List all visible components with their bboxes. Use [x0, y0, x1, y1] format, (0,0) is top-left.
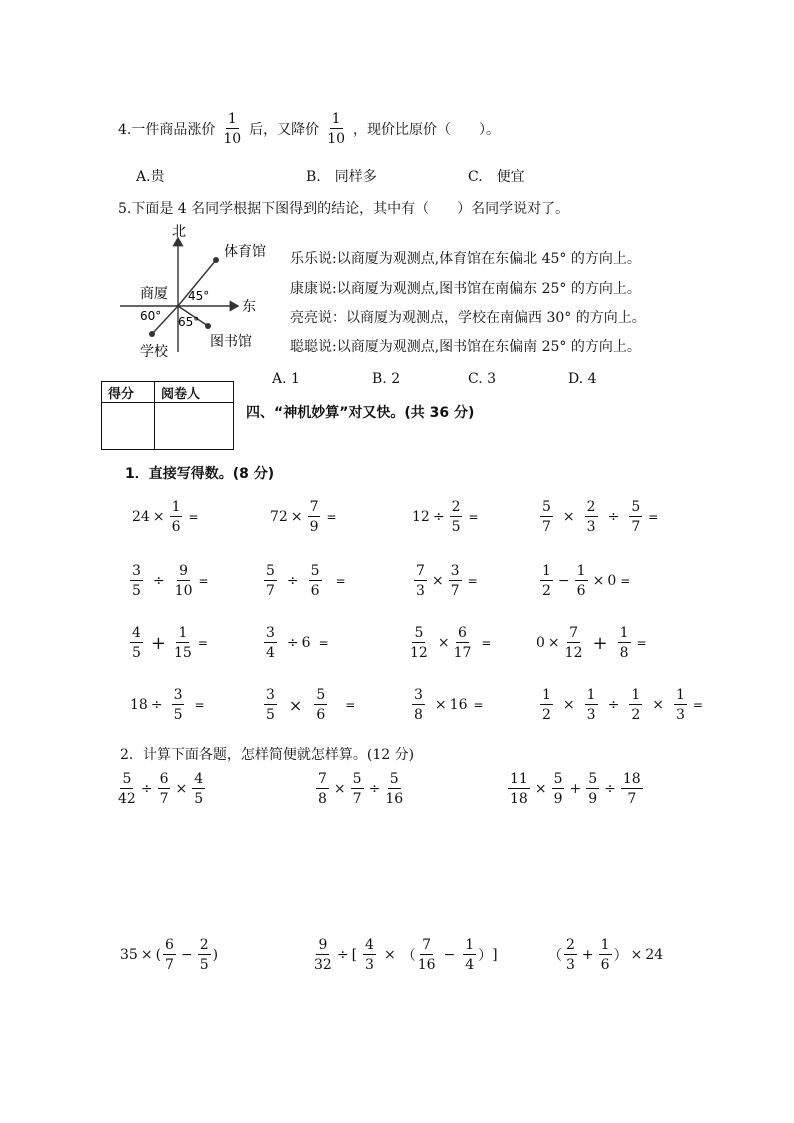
numerator: 4	[365, 937, 374, 953]
denominator: 2	[631, 707, 641, 723]
fraction	[223, 112, 241, 146]
right-paren: ）	[478, 948, 493, 964]
denominator: 8	[318, 791, 327, 807]
calc-expression	[132, 500, 199, 534]
numerator: 1	[542, 687, 551, 703]
statement-liangliang: 亮亮说：以商厦为观测点，学校在南偏西 30° 的方向上。	[290, 310, 646, 326]
score-box	[101, 381, 234, 450]
number: 35	[120, 947, 138, 963]
fraction	[540, 688, 553, 722]
denominator: 2	[542, 707, 551, 723]
numerator: 2	[586, 499, 596, 515]
numerator: 1	[227, 111, 237, 127]
denominator: 7	[627, 791, 637, 807]
direction-diagram	[112, 222, 284, 360]
fraction	[385, 772, 403, 806]
denominator: 7	[165, 957, 174, 973]
fraction	[674, 688, 687, 722]
numerator: 6	[165, 937, 174, 953]
minus-sign: −	[557, 573, 570, 589]
denominator: 7	[631, 519, 641, 535]
numerator: 6	[458, 625, 467, 641]
times-sign: ×	[562, 697, 575, 713]
denominator: 3	[675, 707, 685, 723]
numerator: 3	[173, 687, 183, 703]
number: 12	[412, 509, 430, 525]
q4-suffix: ，现价比原价（ ）。	[353, 122, 501, 138]
fraction	[308, 500, 321, 534]
angle-45-label: 45°	[188, 289, 210, 303]
calc-expression	[408, 626, 491, 660]
denominator: 10	[174, 583, 193, 599]
calc-expression	[130, 688, 205, 722]
fraction	[363, 938, 376, 972]
minus-sign: −	[180, 947, 193, 963]
numerator: 5	[352, 771, 362, 787]
number: 72	[270, 509, 288, 525]
denominator: 3	[586, 707, 596, 723]
numerator: 3	[132, 563, 141, 579]
denominator: 5	[266, 707, 275, 723]
denominator: 18	[510, 791, 528, 807]
numerator: 4	[194, 771, 204, 787]
library-point	[205, 323, 211, 329]
denominator: 12	[564, 645, 583, 661]
times-sign: ×	[383, 947, 396, 963]
numerator: 5	[316, 687, 326, 703]
calc-expression	[412, 564, 478, 598]
numerator: 2	[451, 499, 461, 515]
denominator: 4	[465, 957, 475, 973]
school-label: 学校	[140, 344, 168, 360]
numerator: 5	[553, 771, 563, 787]
denominator: 7	[352, 791, 362, 807]
fraction	[540, 500, 553, 534]
numerator: 18	[622, 771, 641, 787]
fraction	[575, 564, 588, 598]
fraction	[585, 688, 598, 722]
left-paren: （	[548, 948, 562, 964]
calc-expression	[538, 688, 703, 722]
numerator: 3	[450, 563, 460, 579]
fraction	[454, 626, 472, 660]
denominator: 16	[417, 957, 436, 973]
number: 6	[301, 635, 311, 651]
denominator: 7	[159, 791, 169, 807]
equals-sign: =	[318, 636, 329, 650]
score-cell[interactable]	[102, 403, 155, 450]
part-1-title: 1．直接写得数。(8 分)	[125, 466, 275, 482]
fraction	[130, 564, 143, 598]
denominator: 6	[576, 583, 586, 599]
fraction	[552, 772, 565, 806]
calc-expression	[412, 500, 479, 534]
numerator: 3	[266, 625, 275, 641]
calc-expression	[128, 626, 208, 660]
times-sign: ×	[630, 947, 643, 963]
calc-expression	[410, 688, 484, 722]
fraction	[264, 626, 277, 660]
denominator: 7	[450, 583, 460, 599]
q4-mid: 后，又降价	[249, 122, 320, 138]
fraction	[118, 772, 136, 806]
numerator: 7	[422, 937, 432, 953]
denominator: 5	[194, 791, 204, 807]
times-sign: ×	[152, 509, 165, 525]
east-label: 东	[242, 299, 256, 315]
denominator: 12	[410, 645, 428, 661]
numerator: 3	[414, 687, 423, 703]
divide-sign: ÷	[607, 697, 620, 713]
direction-diagram-svg	[112, 222, 284, 360]
simplify-expression	[506, 772, 645, 806]
denominator: 7	[542, 519, 551, 535]
equals-sign: =	[692, 698, 703, 712]
times-sign: ×	[290, 509, 303, 525]
calc-expression	[270, 500, 337, 534]
statement-lele: 乐乐说:以商厦为观测点,体育馆在东偏北 45° 的方向上。	[290, 251, 641, 267]
right-bracket: ]	[492, 947, 498, 963]
denominator: 5	[173, 707, 183, 723]
q5-option-c[interactable]: C. 3	[468, 371, 497, 387]
times-sign: ×	[140, 947, 153, 963]
gym-point	[213, 257, 219, 263]
numerator: 7	[416, 563, 425, 579]
denominator: 5	[132, 645, 141, 661]
fraction	[629, 688, 642, 722]
denominator: 42	[118, 791, 136, 807]
left-paren: (	[155, 947, 162, 963]
number: 24	[132, 509, 150, 525]
numerator: 7	[318, 771, 327, 787]
numerator: 5	[266, 563, 275, 579]
equals-sign: =	[335, 574, 346, 588]
fraction	[170, 500, 183, 534]
denominator: 6	[171, 519, 181, 535]
q4-prefix: 4.一件商品涨价	[118, 122, 216, 138]
fraction	[327, 112, 345, 146]
divide-sign: ÷	[150, 697, 163, 713]
calc-expression	[538, 564, 630, 598]
divide-sign: ÷	[432, 509, 445, 525]
q4-option-b[interactable]: B. 同样多	[306, 169, 377, 185]
numerator: 1	[542, 563, 551, 579]
q4-option-c[interactable]: C. 便宜	[468, 169, 525, 185]
numerator: 5	[310, 563, 320, 579]
angle-60-label: 60°	[140, 309, 162, 323]
times-sign: ×	[534, 781, 547, 797]
numerator: 6	[159, 771, 169, 787]
fraction	[163, 938, 176, 972]
fraction	[158, 772, 171, 806]
numerator: 1	[576, 563, 586, 579]
simplify-expression	[314, 772, 405, 806]
denominator: 6	[600, 957, 610, 973]
numerator: 7	[569, 625, 579, 641]
gym-label: 体育馆	[224, 244, 266, 260]
fraction	[450, 500, 463, 534]
equals-sign: =	[188, 510, 199, 524]
equals-sign: =	[481, 636, 492, 650]
numerator: 1	[178, 625, 188, 641]
question-4	[118, 112, 500, 146]
fraction	[314, 938, 332, 972]
times-sign: ×	[333, 781, 346, 797]
numerator: 1	[331, 111, 341, 127]
times-sign: ×	[437, 635, 450, 651]
equals-sign: =	[326, 510, 337, 524]
fraction	[314, 688, 327, 722]
plus-sign: +	[592, 632, 608, 654]
simplify-expression	[312, 938, 498, 972]
grader-cell[interactable]	[155, 403, 234, 450]
equals-sign: =	[620, 574, 631, 588]
divide-sign: ÷	[140, 781, 153, 797]
fraction	[565, 626, 583, 660]
simplify-expression	[116, 772, 207, 806]
number: 16	[449, 697, 468, 713]
number: 0	[607, 573, 617, 589]
equals-sign: =	[473, 698, 484, 712]
divide-sign: ÷	[336, 947, 349, 963]
simplify-expression	[548, 938, 663, 972]
fraction	[351, 772, 364, 806]
statement-kangkang: 康康说:以商厦为观测点,图书馆在南偏东 25° 的方向上。	[290, 281, 641, 297]
numerator: 1	[675, 687, 685, 703]
fraction	[508, 772, 530, 806]
minus-sign: −	[443, 947, 456, 963]
fraction	[621, 772, 643, 806]
equals-sign: =	[648, 510, 659, 524]
numerator: 1	[600, 937, 610, 953]
divide-sign: ÷	[152, 573, 165, 589]
denominator: 16	[385, 791, 404, 807]
calc-expression	[536, 626, 647, 660]
denominator: 9	[553, 791, 563, 807]
denominator: 9	[588, 791, 598, 807]
times-sign: ×	[547, 635, 560, 651]
numerator: 1	[171, 499, 181, 515]
equals-sign: =	[636, 636, 647, 650]
plus-sign: +	[581, 947, 594, 963]
denominator: 5	[132, 583, 141, 599]
number: 18	[130, 697, 148, 713]
fraction	[449, 564, 462, 598]
calc-expression	[262, 688, 355, 722]
simplify-expression	[120, 938, 218, 972]
denominator: 3	[586, 519, 596, 535]
fraction	[192, 772, 205, 806]
right-paren: )	[212, 947, 219, 963]
times-sign: ×	[175, 781, 188, 797]
fraction	[309, 564, 322, 598]
right-paren: ）	[613, 948, 628, 964]
numerator: 3	[266, 687, 275, 703]
denominator: 3	[566, 957, 575, 973]
fraction	[463, 938, 476, 972]
q4-option-a[interactable]: A.贵	[136, 169, 165, 185]
numerator: 5	[414, 625, 424, 641]
numerator: 1	[631, 687, 641, 703]
fraction	[172, 688, 185, 722]
numerator: 2	[566, 937, 575, 953]
numerator: 1	[619, 625, 629, 641]
numerator: 5	[631, 499, 641, 515]
library-label: 图书馆	[210, 334, 252, 350]
fraction	[618, 626, 631, 660]
divide-sign: ÷	[604, 781, 616, 797]
fraction	[599, 938, 612, 972]
denominator: 10	[327, 131, 346, 147]
divide-sign: ÷	[286, 635, 299, 651]
left-bracket: [	[351, 947, 358, 963]
fraction	[585, 500, 598, 534]
denominator: 17	[453, 645, 472, 661]
equals-sign: =	[345, 698, 356, 712]
numerator: 5	[389, 771, 399, 787]
part-2-title: 2．计算下面各题，怎样简便就怎样算。(12 分)	[120, 747, 415, 763]
denominator: 3	[365, 957, 374, 973]
denominator: 10	[223, 131, 242, 147]
denominator: 5	[451, 519, 461, 535]
calc-expression	[262, 564, 346, 598]
denominator: 7	[266, 583, 275, 599]
denominator: 15	[174, 645, 192, 661]
q5-option-a[interactable]: A. 1	[272, 371, 300, 387]
fraction	[316, 772, 329, 806]
denominator: 8	[619, 645, 629, 661]
statement-congcong: 聪聪说:以商厦为观测点,图书馆在东偏南 25° 的方向上。	[290, 339, 641, 355]
denominator: 6	[316, 707, 326, 723]
equals-sign: =	[194, 698, 205, 712]
fraction	[410, 626, 428, 660]
equals-sign: =	[197, 636, 208, 650]
numerator: 5	[542, 499, 551, 515]
denominator: 2	[542, 583, 551, 599]
fraction	[174, 626, 192, 660]
denominator: 32	[314, 957, 332, 973]
mall-label: 商厦	[140, 286, 168, 302]
denominator: 4	[266, 645, 275, 661]
times-sign: ×	[431, 573, 444, 589]
numerator: 5	[588, 771, 598, 787]
numerator: 7	[309, 499, 319, 515]
numerator: 5	[122, 771, 132, 787]
q5-option-b[interactable]: B. 2	[372, 371, 401, 387]
fraction	[414, 564, 427, 598]
numerator: 1	[586, 687, 596, 703]
left-paren: （	[401, 948, 416, 964]
numerator: 11	[510, 771, 528, 787]
denominator: 8	[414, 707, 423, 723]
denominator: 9	[309, 519, 319, 535]
fraction	[586, 772, 599, 806]
times-sign: ×	[434, 697, 447, 713]
fraction	[175, 564, 193, 598]
numerator: 2	[199, 937, 209, 953]
numerator: 4	[132, 625, 141, 641]
divide-sign: ÷	[368, 781, 381, 797]
times-sign: ×	[592, 573, 605, 589]
question-5: 5.下面是 4 名同学根据下图得到的结论，其中有（ ）名同学说对了。	[118, 201, 570, 217]
equals-sign: =	[467, 574, 478, 588]
times-sign: ×	[562, 509, 575, 525]
fraction	[264, 688, 277, 722]
equals-sign: =	[468, 510, 479, 524]
times-sign: ×	[288, 695, 303, 715]
fraction	[412, 688, 425, 722]
numerator: 9	[179, 563, 189, 579]
school-point	[149, 331, 155, 337]
fraction	[130, 626, 143, 660]
section-4-title: 四、“神机妙算”对又快。(共 36 分)	[246, 405, 475, 421]
number: 0	[536, 635, 545, 651]
angle-65-label: 65°	[178, 315, 200, 329]
divide-sign: ÷	[286, 573, 299, 589]
grader-header: 阅卷人	[155, 382, 234, 403]
fraction	[418, 938, 436, 972]
fraction	[629, 500, 642, 534]
calc-expression	[128, 564, 209, 598]
numerator: 1	[465, 937, 475, 953]
calc-expression	[538, 500, 658, 534]
north-label: 北	[172, 224, 186, 240]
fraction	[264, 564, 277, 598]
calc-expression	[262, 626, 329, 660]
plus-sign: +	[569, 781, 582, 797]
number: 24	[645, 947, 664, 963]
times-sign: ×	[652, 697, 664, 713]
q5-option-d[interactable]: D. 4	[568, 371, 597, 387]
denominator: 3	[416, 583, 425, 599]
equals-sign: =	[198, 574, 209, 588]
numerator: 9	[318, 937, 328, 953]
denominator: 6	[310, 583, 320, 599]
denominator: 5	[199, 957, 209, 973]
fraction	[564, 938, 577, 972]
divide-sign: ÷	[607, 509, 620, 525]
score-header: 得分	[102, 382, 155, 403]
fraction	[540, 564, 553, 598]
plus-sign: +	[150, 632, 167, 654]
fraction	[198, 938, 211, 972]
